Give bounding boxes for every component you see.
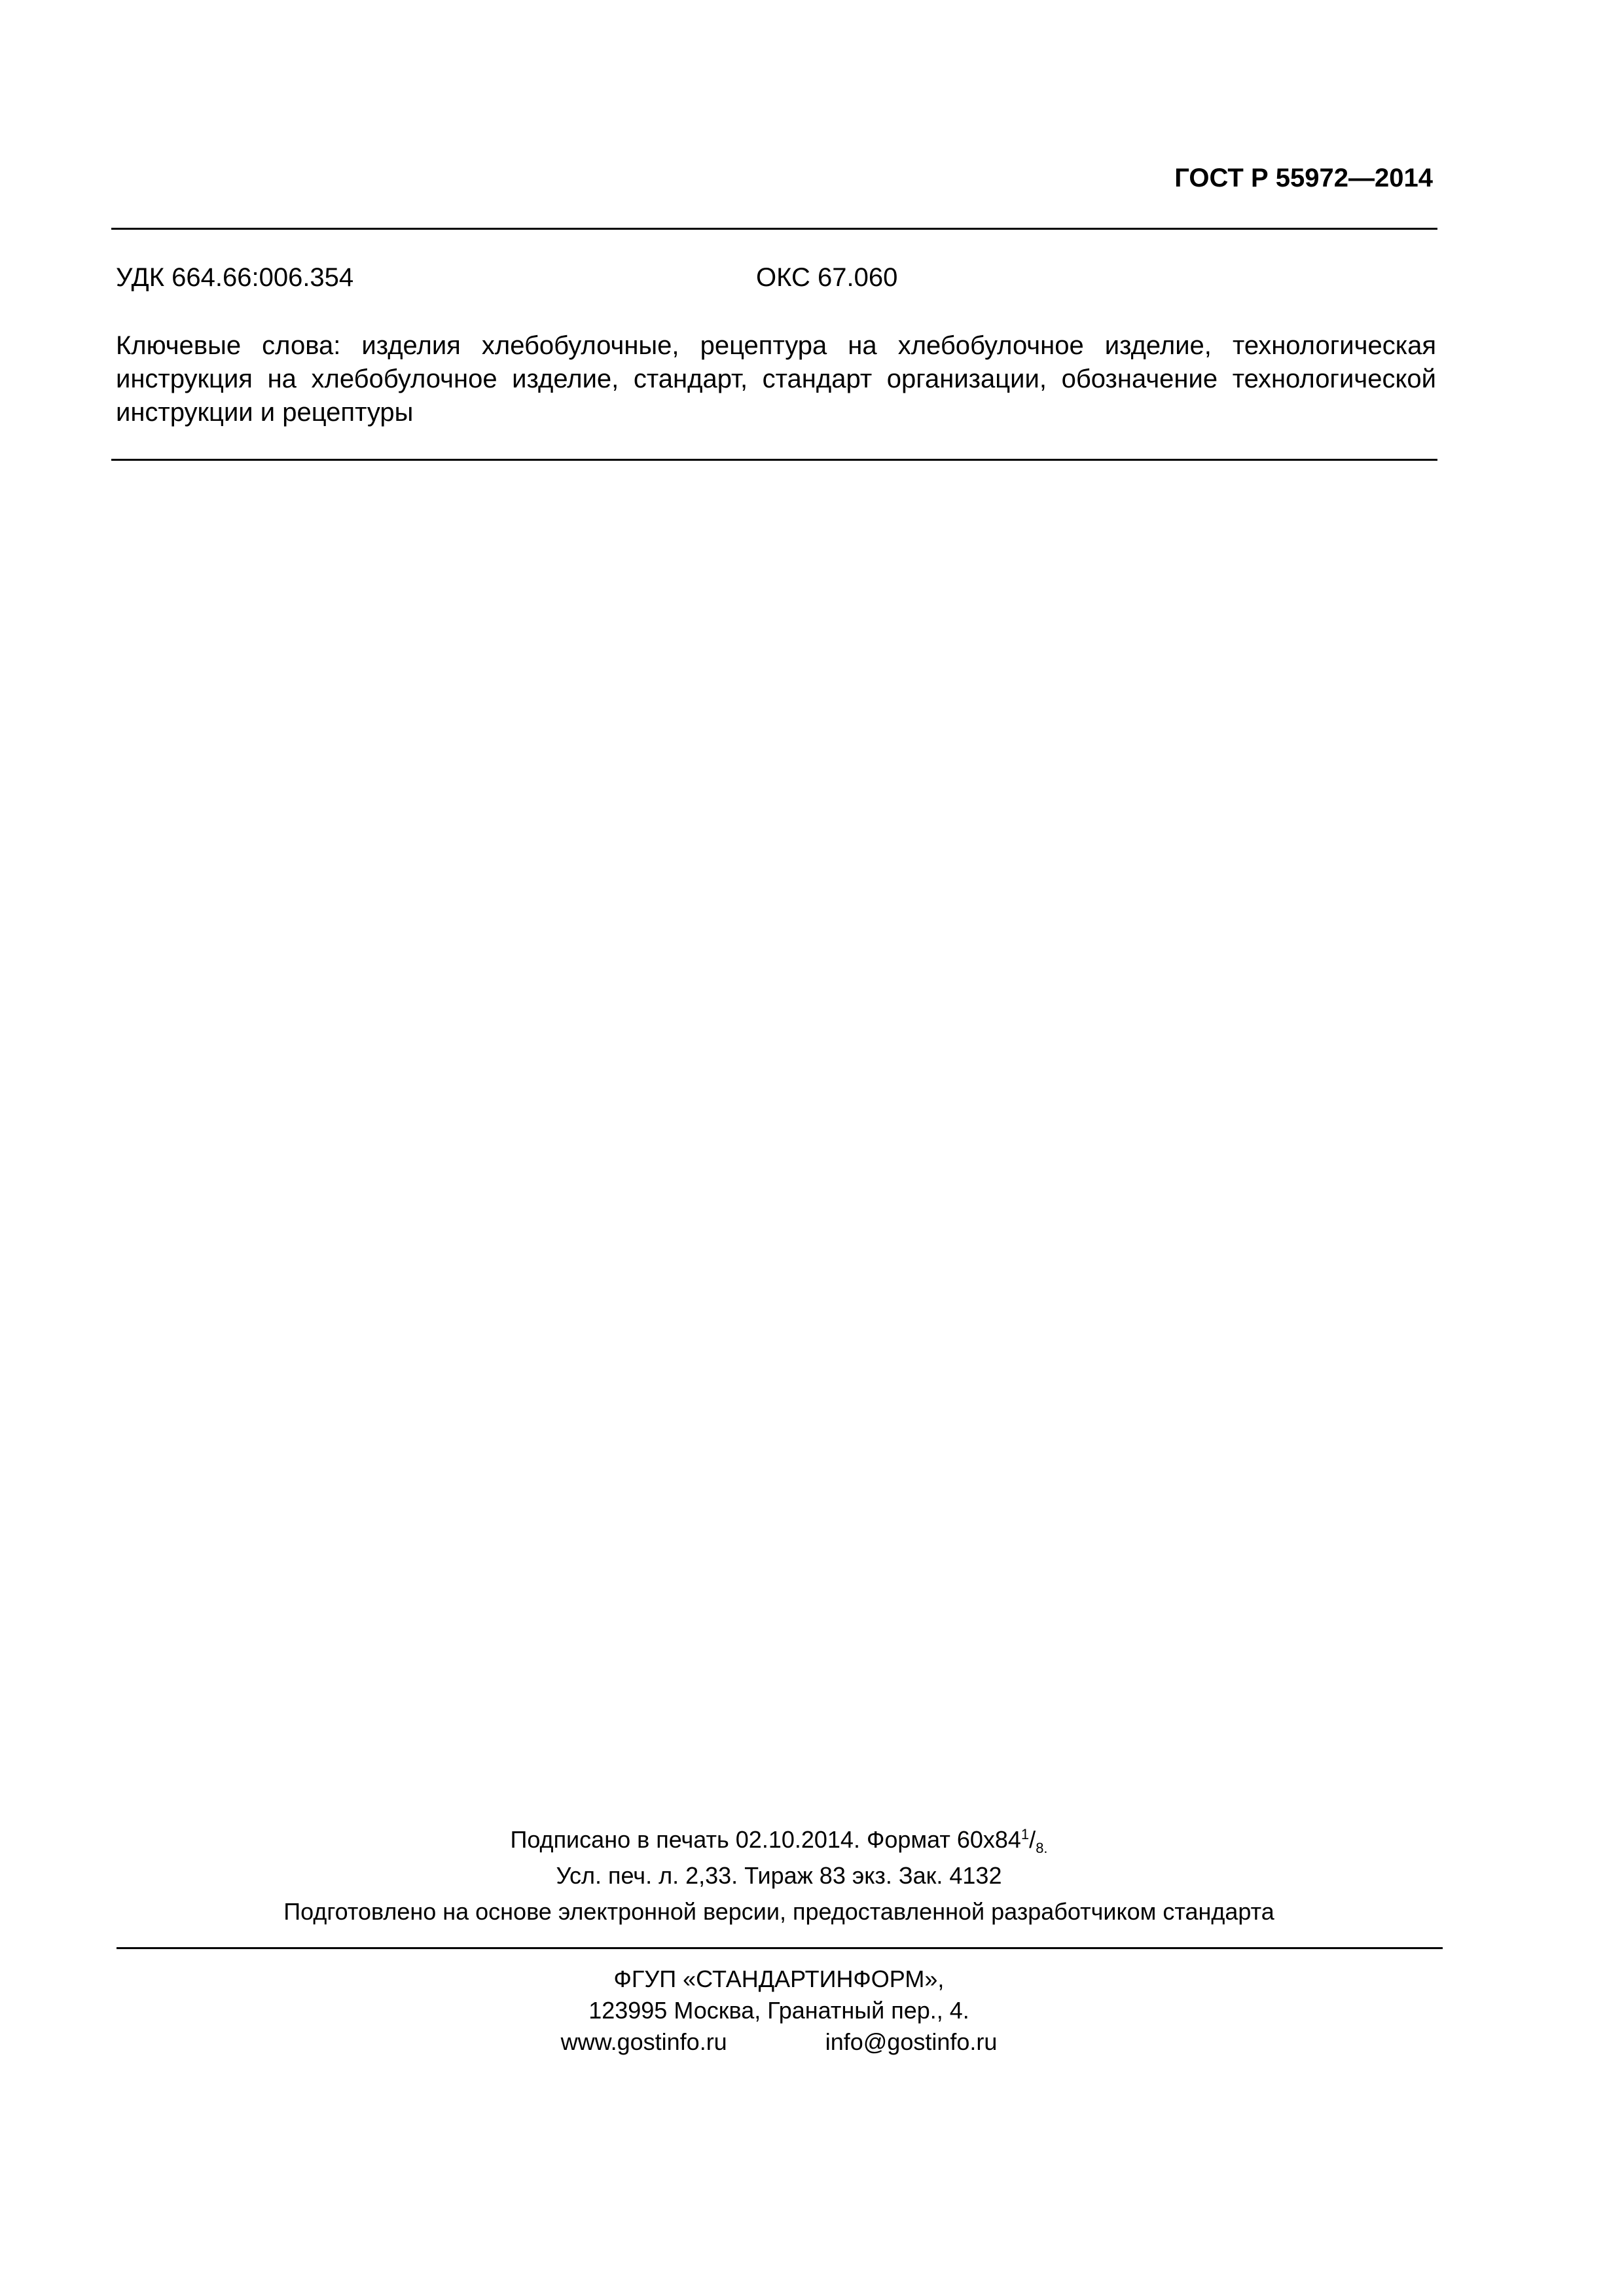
top-divider — [111, 228, 1437, 230]
publisher-contacts — [111, 2026, 1447, 2058]
publisher-website: www.gostinfo.ru — [560, 2028, 727, 2055]
prepared-note: Подготовлено на основе электронной версии, предоставленной разработчиком стандарта — [283, 1898, 1274, 1925]
format-numerator: 1 — [1020, 1826, 1030, 1842]
signed-for-print-line — [111, 1826, 1447, 1857]
standard-number: ГОСТ Р 55972—2014 — [1174, 164, 1433, 192]
oks-code: ОКС 67.060 — [756, 263, 898, 292]
udk-code: УДК 664.66:006.354 — [116, 263, 354, 292]
print-sheets-line: Усл. печ. л. 2,33. Тираж 83 экз. Зак. 4132 — [556, 1862, 1002, 1889]
format-denominator: 8. — [1036, 1840, 1048, 1857]
publisher-name: ФГУП «СТАНДАРТИНФОРМ», — [613, 1965, 945, 1992]
keywords-divider — [111, 459, 1437, 461]
format-slash: / — [1029, 1826, 1036, 1853]
publisher-email: info@gostinfo.ru — [825, 2028, 998, 2055]
signed-for-print-text: Подписано в печать 02.10.2014. Формат 60x84 — [510, 1826, 1021, 1853]
imprint-divider — [117, 1947, 1443, 1949]
keywords-paragraph: Ключевые слова: изделия хлебобулочные, рецептура на хлебобулочное изделие, технологическая инструкция на хлебобулочное изделие, стандарт, стандарт организации, обозначение технологической инструкции и рецептуры — [116, 331, 1436, 427]
publisher-address: 123995 Москва, Гранатный пер., 4. — [588, 1997, 969, 2024]
